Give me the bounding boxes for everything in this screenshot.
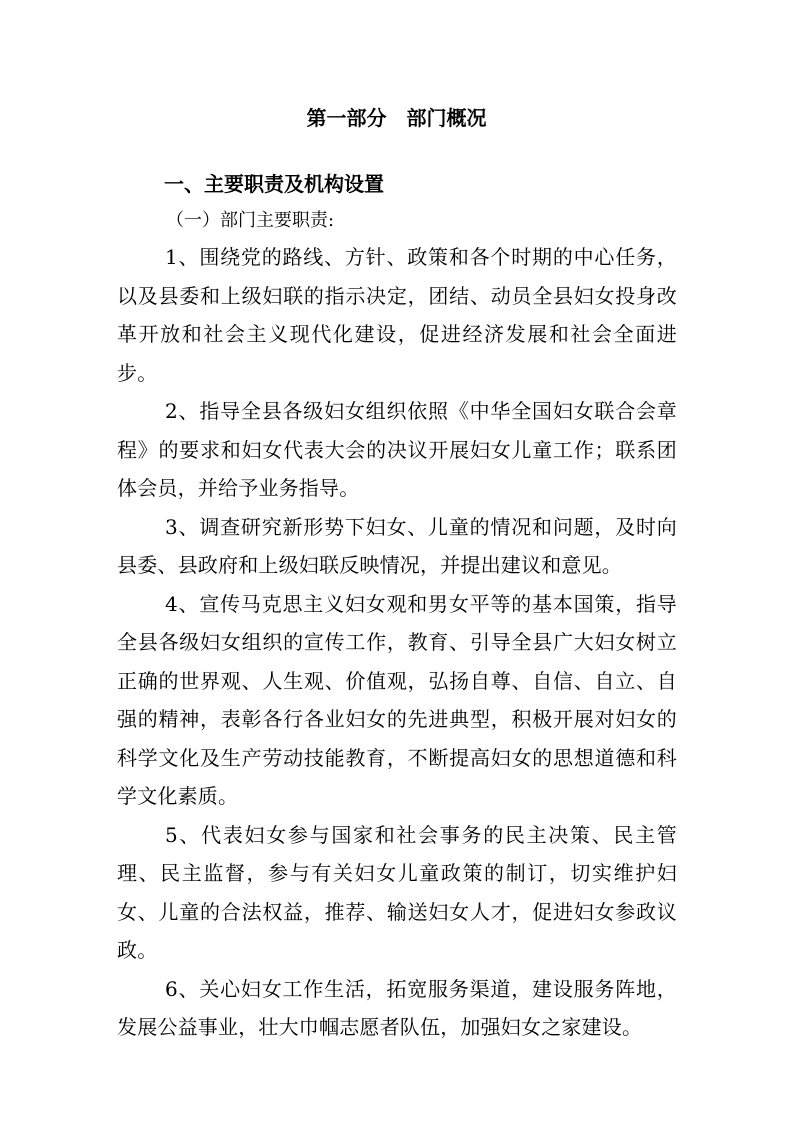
- duty-paragraph-5: 5、代表妇女参与国家和社会事务的民主决策、民主管理、民主监督，参与有关妇女儿童政策的制订，切实维护妇女、儿童的合法权益，推荐、输送妇女人才，促进妇女参政议政。: [117, 822, 677, 962]
- page-title: 第一部分 部门概况: [306, 106, 487, 130]
- duty-paragraph-3: 3、调查研究新形势下妇女、儿童的情况和问题，及时向县委、县政府和上级妇联反映情况，并提出建议和意见。: [117, 514, 677, 577]
- duty-paragraph-1: 1、围绕党的路线、方针、政策和各个时期的中心任务，以及县委和上级妇联的指示决定，团结、动员全县妇女投身改革开放和社会主义现代化建设，促进经济发展和社会全面进步。: [117, 245, 677, 385]
- sub-heading: （一）部门主要职责:: [166, 210, 335, 231]
- duty-paragraph-6: 6、关心妇女工作生活，拓宽服务渠道，建设服务阵地，发展公益事业，壮大巾帼志愿者队伍，加强妇女之家建设。: [117, 976, 677, 1039]
- section-heading: 一、主要职责及机构设置: [164, 172, 384, 196]
- duty-paragraph-2: 2、指导全县各级妇女组织依照《中华全国妇女联合会章程》的要求和妇女代表大会的决议开展妇女儿童工作；联系团体会员，并给予业务指导。: [117, 399, 677, 500]
- document-body: [117, 238, 677, 1047]
- duty-paragraph-4: 4、宣传马克思主义妇女观和男女平等的基本国策，指导全县各级妇女组织的宣传工作，教育、引导全县广大妇女树立正确的世界观、人生观、价值观，弘扬自尊、自信、自立、自强的精神，表彰各行各业妇女的先进典型，积极开展对妇女的科学文化及生产劳动技能教育，不断提高妇女的思想道德和科学文化素质。: [117, 591, 677, 808]
